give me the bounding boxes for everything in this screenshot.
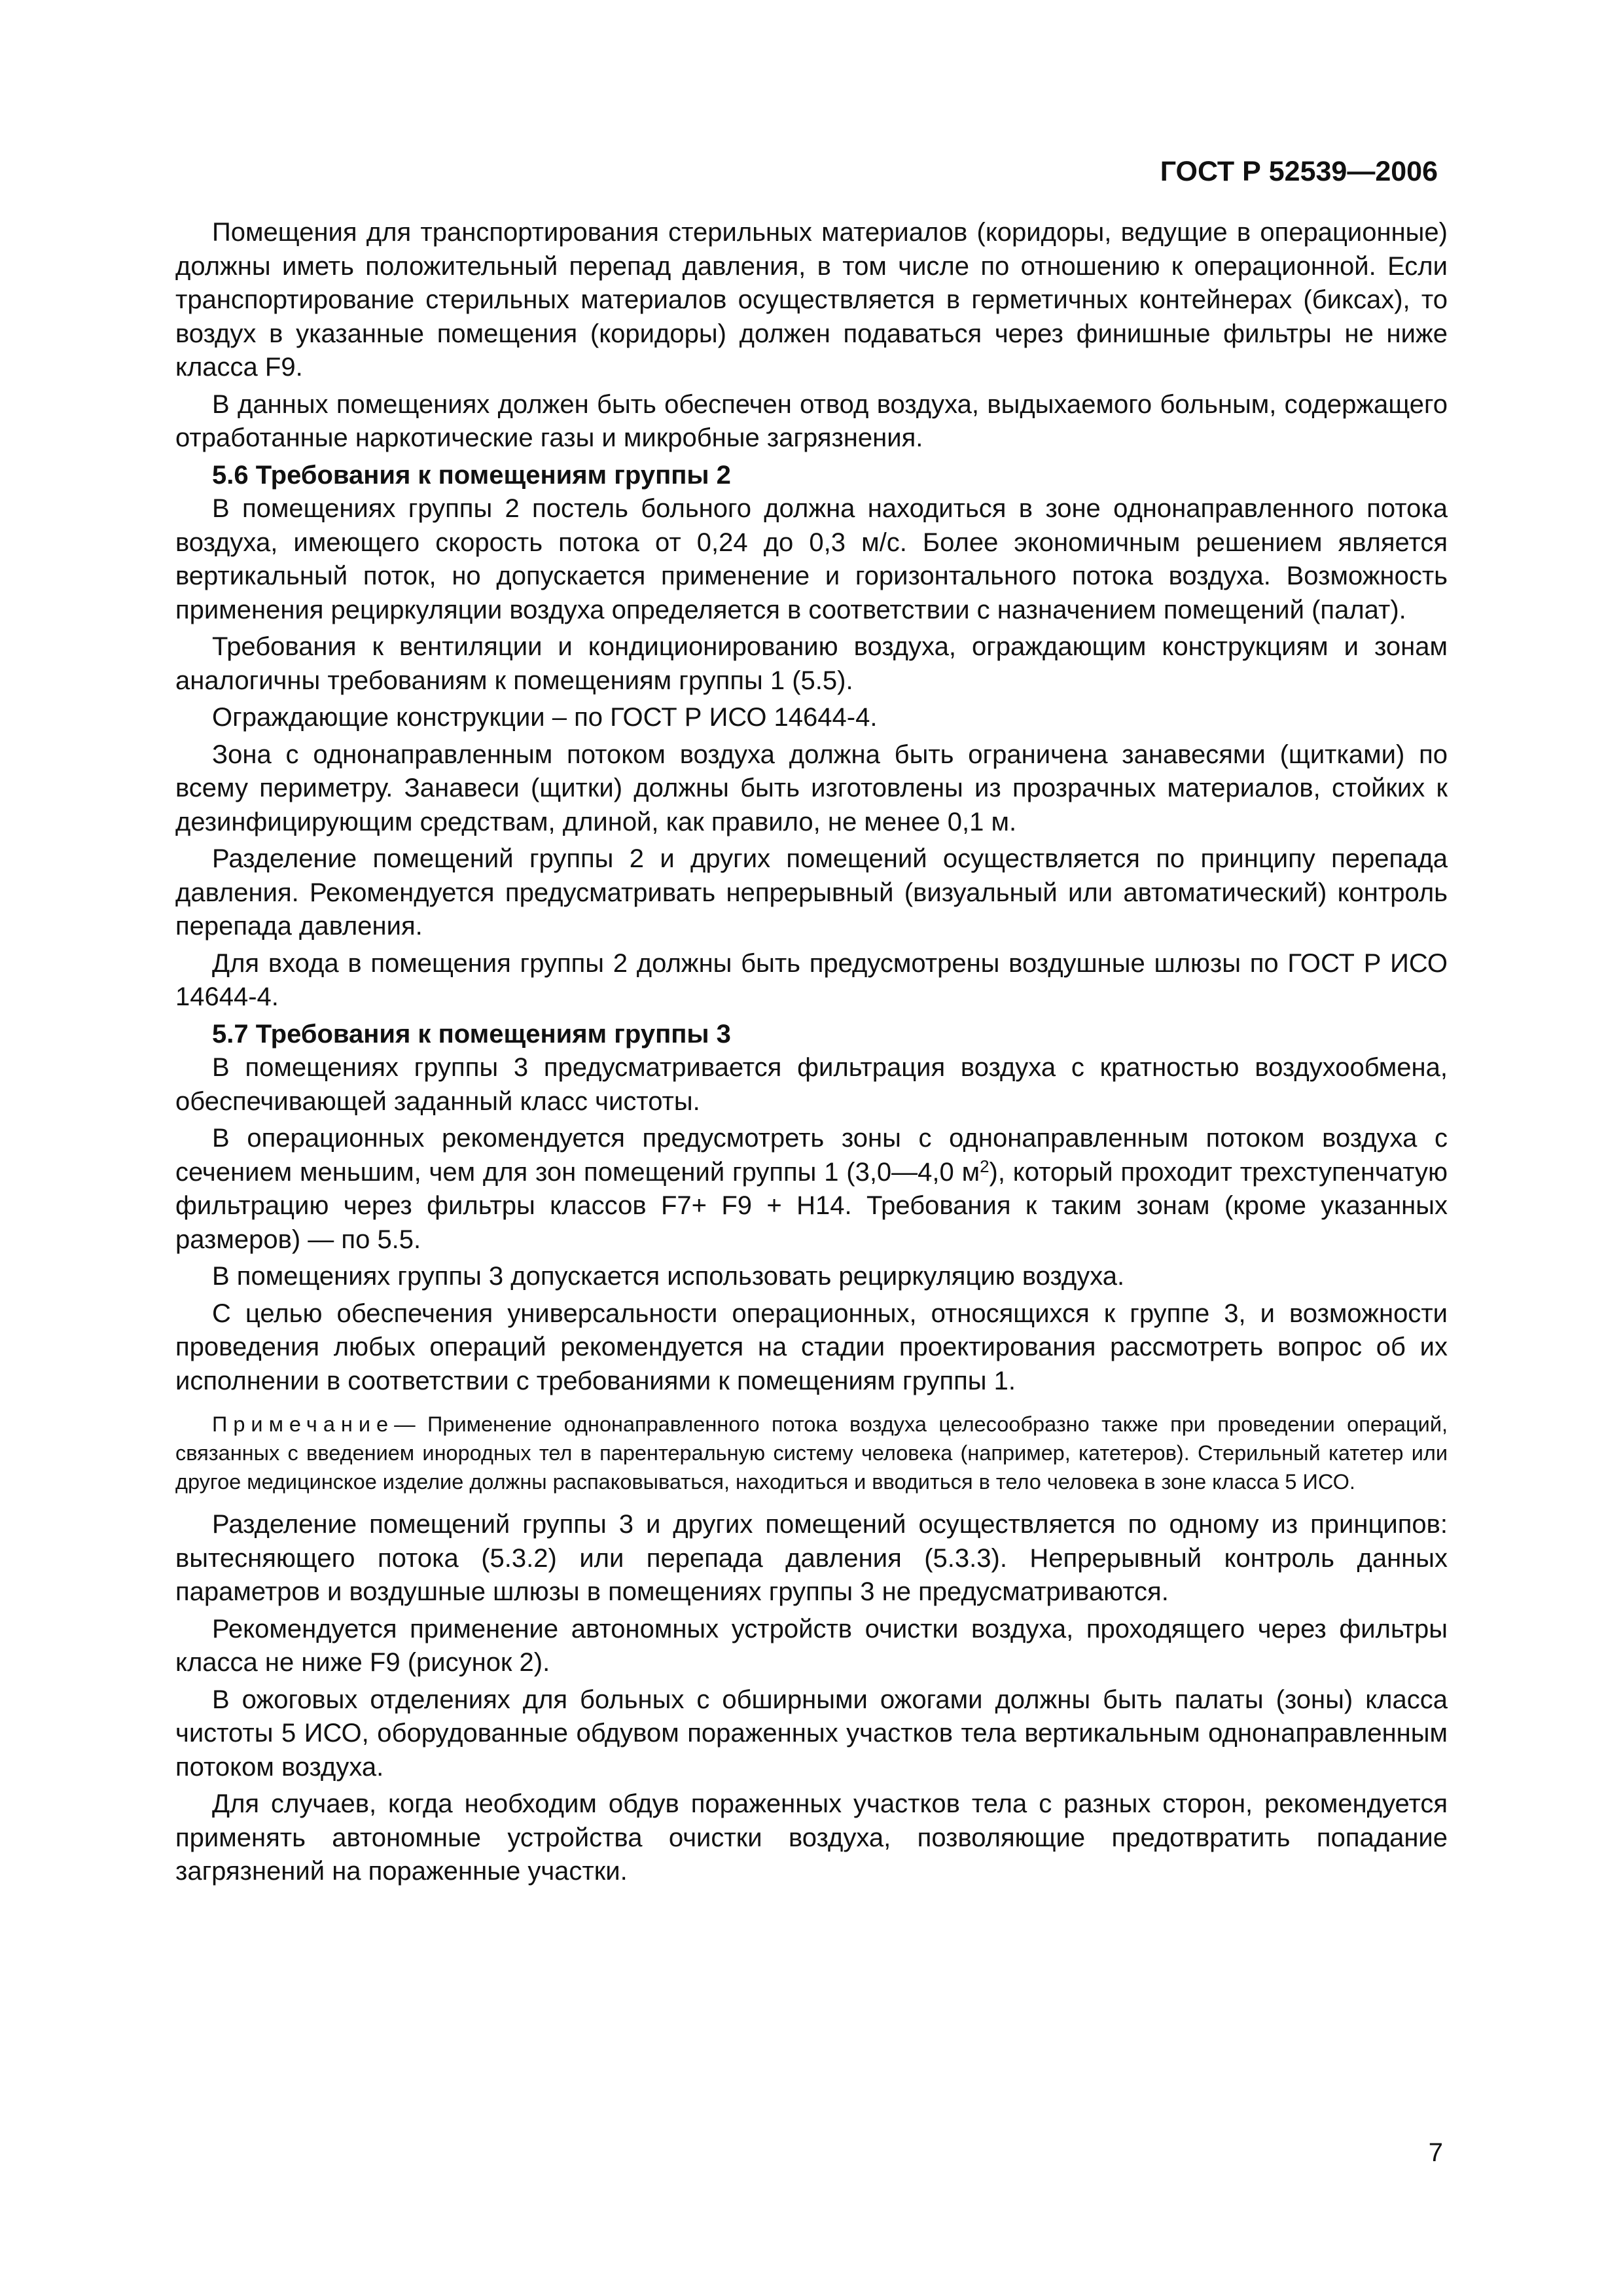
paragraph-group3-filtration: В помещениях группы 3 предусматривается фильтрация воздуха с кратностью воздухообмена, обеспечивающей заданный класс чистоты.	[175, 1053, 1448, 1116]
paragraph-group3-operating-zones-text-1: В операционных рекомендуется предусмотреть зоны с однонаправленным потоком воздуха с сечением меньшим, чем для зон помещений группы 1 (3,0—4,0 м	[175, 1124, 1448, 1187]
paragraph-group3-universality: С целью обеспечения универсальности операционных, относящихся к группе 3, и возможности проведения любых операций рекомендуется на стадии проектирования рассмотреть вопрос об их исполнении в соответствии с требованиями к помещениям группы 1.	[175, 1299, 1448, 1395]
paragraph-group3-operating-zones-text-2: ), который проходит трехступенчатую фильтрацию через фильтры классов F7+ F9 + H14. Требования к таким зонам (кроме указанных размеров) — по 5.5.	[175, 1157, 1448, 1254]
paragraph-autonomous-cleaners: Рекомендуется применение автономных устройств очистки воздуха, проходящего через фильтры класса не ниже F9 (рисунок 2).	[175, 1614, 1448, 1677]
superscript-square: 2	[980, 1156, 990, 1176]
note-block	[175, 1410, 1448, 1496]
paragraph-group2-enclosures: Ограждающие конструкции – по ГОСТ Р ИСО 14644-4.	[212, 703, 878, 732]
paragraph-group2-ventilation: Требования к вентиляции и кондиционированию воздуха, ограждающим конструкциям и зонам аналогичны требованиям к помещениям группы 1 (5.5).	[175, 632, 1448, 695]
note-label: Примечание	[212, 1412, 395, 1436]
paragraph-group2-airlocks: Для входа в помещения группы 2 должны быть предусмотрены воздушные шлюзы по ГОСТ Р ИСО 14644-4.	[175, 948, 1448, 1011]
paragraph-group2-bed-zone: В помещениях группы 2 постель больного должна находиться в зоне однонаправленного потока воздуха, имеющего скорость потока от 0,24 до 0,3 м/с. Более экономичным решением является вертикальный поток, но допускается применение и горизонтального потока воздуха. Возможность применения рециркуляции воздуха определяется в соответствии с назначением помещений (палат).	[175, 494, 1448, 624]
note-text: — Применение однонаправленного потока воздуха целесообразно также при проведении операций, связанных с введением инородных тел в парентеральную систему человека (например, катетеров). Стерильный катетер или другое медицинское изделие должны распаковываться, находиться и вводиться в тело человека в зоне класса 5 ИСО.	[175, 1412, 1448, 1494]
paragraph-group2-curtains: Зона с однонаправленным потоком воздуха должна быть ограничена занавесями (щитками) по всему периметру. Занавеси (щитки) должны быть изготовлены из прозрачных материалов, стойких к дезинфицирующим средствам, длиной, как правило, не менее 0,1 м.	[175, 740, 1448, 836]
paragraph-sterile-transport: Помещения для транспортирования стерильных материалов (коридоры, ведущие в операционные) должны иметь положительный перепад давления, в том числе по отношению к операционной. Если транспортирование стерильных материалов осуществляется в герметичных контейнерах (биксах), то воздух в указанные помещения (коридоры) должен подаваться через финишные фильтры не ниже класса F9.	[175, 218, 1448, 382]
document-body	[175, 216, 1448, 1889]
page-number: 7	[1428, 2138, 1443, 2167]
paragraph-burn-multi-side: Для случаев, когда необходим обдув пораженных участков тела с разных сторон, рекомендуется применять автономные устройства очистки воздуха, позволяющие предотвратить попадание загрязнений на пораженные участки.	[175, 1789, 1448, 1886]
paragraph-burn-units: В ожоговых отделениях для больных с обширными ожогами должны быть палаты (зоны) класса чистоты 5 ИСО, оборудованные обдувом пораженных участков тела вертикальным однонаправленным потоком воздуха.	[175, 1685, 1448, 1782]
paragraph-group3-operating-zones	[175, 1122, 1448, 1257]
paragraph-group2-separation: Разделение помещений группы 2 и других помещений осуществляется по принципу перепада давления. Рекомендуется предусматривать непрерывный (визуальный или автоматический) контроль перепада давления.	[175, 844, 1448, 941]
section-heading-5-6: 5.6 Требования к помещениям группы 2	[212, 460, 731, 490]
paragraph-group3-separation: Разделение помещений группы 3 и других помещений осуществляется по одному из принципов: вытесняющего потока (5.3.2) или перепада давления (5.3.3). Непрерывный контроль данных параметров и воздушные шлюзы в помещениях группы 3 не предусматриваются.	[175, 1510, 1448, 1606]
paragraph-group3-recirculation: В помещениях группы 3 допускается использовать рециркуляцию воздуха.	[212, 1262, 1125, 1291]
section-heading-5-7: 5.7 Требования к помещениям группы 3	[212, 1019, 731, 1049]
paragraph-exhaled-air: В данных помещениях должен быть обеспечен отвод воздуха, выдыхаемого больным, содержащего отработанные наркотические газы и микробные загрязнения.	[175, 389, 1448, 452]
standard-code-header: ГОСТ Р 52539—2006	[1160, 156, 1438, 187]
